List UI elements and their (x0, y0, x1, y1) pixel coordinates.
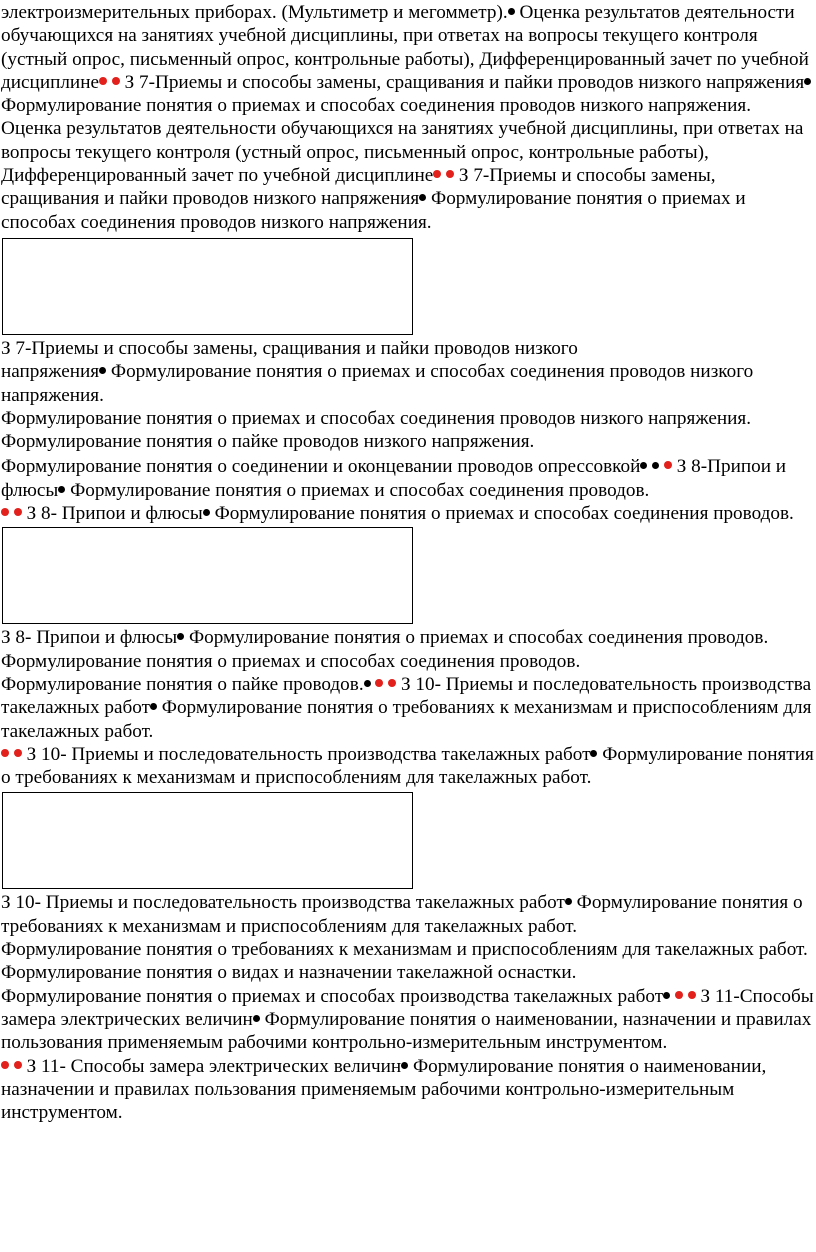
bullet-red-icon (99, 77, 107, 85)
bullet-black-icon (663, 992, 670, 999)
paragraph (1, 502, 815, 525)
text-run: Формулирование понятия о приемах и способах соединения проводов низкого напряжения. (1, 188, 746, 233)
bullet-black-icon (203, 509, 210, 516)
paragraph (1, 337, 815, 407)
empty-table-cell (2, 792, 413, 889)
paragraph (1, 985, 815, 1055)
bullet-red-icon (1, 508, 9, 516)
text-run: З 8-Припои и флюсы (1, 456, 787, 501)
paragraph (1, 1055, 815, 1125)
paragraph: Формулирование понятия о видах и назначении такелажной оснастки. (1, 962, 577, 984)
paragraph (1, 891, 815, 938)
bullet-black-icon (652, 462, 659, 469)
bullet-red-icon (112, 77, 120, 85)
text-run: Формулирование понятия о наименовании, назначении и правилах пользования применяемым рабочими контрольно-измерительным инструментом. (1, 1055, 767, 1124)
bullet-red-icon (14, 508, 22, 516)
paragraph: Формулирование понятия о пайке проводов низкого напряжения. (1, 431, 535, 453)
text-run: З 10- Приемы и последовательность производства такелажных работ (21, 743, 591, 765)
bullet-red-icon (664, 461, 672, 469)
text-run: З 7-Приемы и способы замены, сращивания и пайки проводов низкого (1, 337, 578, 359)
text-run: Формулирование понятия о приемах и способах соединения проводов низкого напряжения. (1, 95, 751, 117)
text-run: напряжения (1, 361, 100, 383)
text-run: Формулирование понятия о приемах и способах производства такелажных работ (1, 985, 664, 1007)
text-run: Формулирование понятия о приемах и способах соединения проводов. (184, 627, 769, 649)
bullet-red-icon (688, 991, 696, 999)
text-run: З 8- Припои и флюсы (1, 627, 178, 649)
bullet-black-icon (640, 462, 647, 469)
paragraph (1, 117, 815, 233)
empty-table-cell (2, 527, 413, 624)
text-run: З 8- Припои и флюсы (21, 503, 203, 525)
paragraph (1, 626, 815, 649)
bullet-black-icon (804, 78, 811, 85)
bullet-red-icon (1, 749, 9, 757)
bullet-red-icon (433, 170, 441, 178)
bullet-red-icon (375, 679, 383, 687)
paragraph (1, 673, 815, 743)
text-run: Формулирование понятия о пайке проводов. (1, 673, 364, 695)
document-body (1, 1, 815, 1124)
text-run: Формулирование понятия о наименовании, назначении и правилах пользования применяемым рабочими контрольно-измерительным инструментом. (1, 1008, 812, 1054)
text-run: З 10- Приемы и последовательность производства такелажных работ (1, 673, 812, 719)
text-run: Оценка результатов деятельности обучающихся на занятиях учебной дисциплины, при ответах на вопросы текущего контроля (устный опрос, письменный опрос, контрольные работы), Дифференцированный зачет по учебной дисциплине (1, 118, 804, 187)
paragraph (1, 1, 815, 117)
paragraph (1, 743, 815, 790)
text-run: Формулирование понятия о приемах и способах соединения проводов. (209, 503, 794, 525)
text-run: З 7-Приемы и способы замены, сращивания и пайки проводов низкого напряжения (119, 71, 805, 93)
bullet-red-icon (14, 1061, 22, 1069)
text-run: Формулирование понятия о требованиях к механизмам и приспособлениям для такелажных работ. (1, 743, 814, 789)
text-run: Формулирование понятия о приемах и способах соединения проводов низкого напряжения. (1, 361, 754, 406)
empty-table-cell (2, 238, 413, 335)
text-run: Формулирование понятия о требованиях к механизмам и приспособлениям для такелажных работ. (1, 697, 812, 742)
paragraph: Формулирование понятия о требованиях к механизмам и приспособлениям для такелажных работ. (1, 939, 808, 961)
bullet-black-icon (565, 898, 572, 905)
bullet-black-icon (508, 8, 515, 15)
text-run: З 11-Способы замера электрических величин (1, 985, 814, 1030)
bullet-black-icon (364, 680, 371, 687)
text-run: Формулирование понятия о приемах и способах соединения проводов. (65, 479, 650, 501)
bullet-red-icon (1, 1061, 9, 1069)
text-run: З 10- Приемы и последовательность производства такелажных работ (1, 892, 565, 914)
text-run: Формулирование понятия о соединении и оконцевании проводов опрессовкой (1, 456, 641, 478)
paragraph (1, 455, 815, 502)
bullet-black-icon (253, 1015, 260, 1022)
bullet-red-icon (675, 991, 683, 999)
text-run: З 11- Способы замера электрических величин (21, 1055, 402, 1077)
text-run: З 7-Приемы и способы замены, сращивания и пайки проводов низкого напряжения (1, 165, 716, 210)
text-run: Формулирование понятия о требованиях к механизмам и приспособлениям для такелажных работ. (1, 892, 803, 937)
text-run: Оценка результатов деятельности обучающихся на занятиях учебной дисциплины, при ответах на вопросы текущего контроля (устный опрос, письменный опрос, контрольные работы), Дифференцированный зачет по учебной дисциплине (1, 2, 809, 93)
bullet-red-icon (14, 749, 22, 757)
paragraph: Формулирование понятия о приемах и способах соединения проводов. (1, 650, 581, 672)
text-run: электроизмерительных приборах. (Мультиметр и мегомметр). (1, 2, 508, 23)
bullet-red-icon (446, 170, 454, 178)
paragraph: Формулирование понятия о приемах и способах соединения проводов низкого напряжения. (1, 407, 751, 429)
bullet-black-icon (150, 703, 157, 710)
